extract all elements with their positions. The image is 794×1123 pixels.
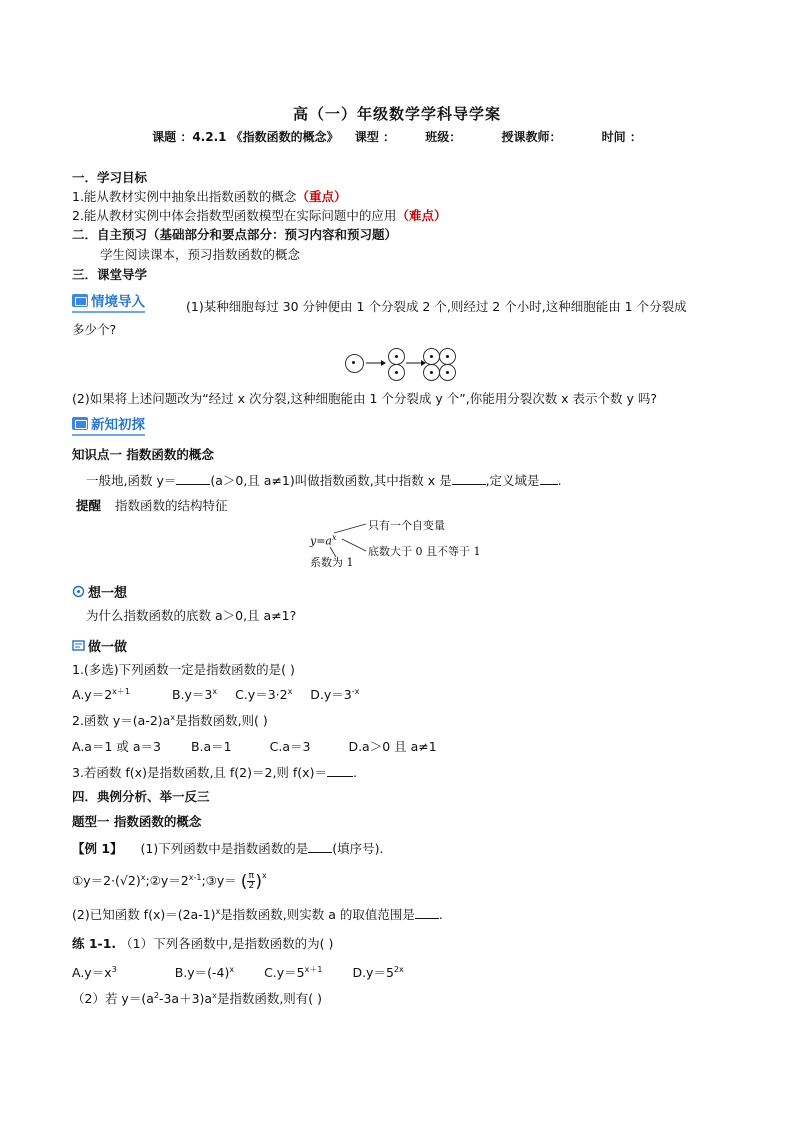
think-text: 为什么指数函数的底数 a＞0,且 a≠1? [86, 608, 297, 623]
option-a: A.a＝1 或 a＝3 [72, 739, 161, 754]
question-1: (1)某种细胞每过 30 分钟便由 1 个分裂成 2 个,则经过 2 个小时,这种细胞能由 1 个分裂成 [186, 299, 687, 314]
diagram-label-top: 只有一个自变量 [368, 519, 445, 532]
meta-teacher: 授课教师： [501, 130, 562, 144]
book-icon [72, 417, 88, 430]
goal-2-text: 2.能从教材实例中体会指数型函数模型在实际问题中的应用 [72, 208, 397, 223]
option-d: D.a＞0 且 a≠1 [348, 739, 437, 754]
question-1-cont: 多少个? [72, 322, 117, 337]
example-1: 【例 1】 (1)下列函数中是指数函数的是 (填序号). [72, 841, 384, 856]
example-1-list: $①y=2\cdot(√2)^x;②y=2^{x-1};③y=$ ( $\frac{\pi}{2}$ )$^x$ [72, 871, 267, 892]
diagram-label-mid: 底数大于 0 且不等于 1 [368, 545, 481, 558]
do-question-2-options [72, 737, 437, 755]
goal-2-tag: （难点） [396, 208, 447, 223]
knowledge-point-heading: 知识点一 指数函数的概念 [72, 447, 214, 462]
meta-class: 班级： [425, 130, 462, 144]
pencil-icon [72, 639, 85, 652]
cell-icon [388, 348, 405, 365]
practice-1-1-part-2: （2）若 $y=(a^2-3a+3)a^x$是指数函数,则有( ) [72, 990, 323, 1006]
do-question-1: 1.(多选)下列函数一定是指数函数的是( ) [72, 662, 295, 677]
preview-text: 学生阅读课本，预习指数函数的概念 [100, 247, 301, 262]
bulb-icon [72, 585, 85, 598]
page-title: 高（一）年级数学学科导学案 [292, 105, 501, 123]
diagram-formula: $y=a^x$ [310, 533, 337, 548]
cell-icon [423, 348, 440, 365]
do-question-1-options [72, 685, 359, 703]
option-b: $B.y=(-4)^x$ [174, 964, 235, 980]
do-question-3: 3.若函数 f(x)是指数函数,且 f(2)＝2,则 f(x)＝ . [72, 765, 357, 780]
option-c: C.a＝3 [269, 739, 311, 754]
option-d: $D.y=3^{-x}$ [310, 686, 360, 702]
goal-1 [72, 187, 346, 205]
option-c: $C.y=5^{x+1}$ [264, 964, 323, 980]
think-heading: 想一想 [72, 582, 127, 601]
section-heading-preview: 二．自主预习（基础部分和要点部分：预习内容和预习题） [72, 227, 398, 242]
section-heading-examples: 四．典例分析、举一反三 [72, 789, 210, 804]
example-label: 【例 1】 [72, 841, 123, 856]
option-b: $B.y=3^x$ [171, 686, 218, 702]
do-heading: 做一做 [72, 636, 127, 655]
section-heading-class: 三．课堂导学 [72, 267, 148, 282]
option-d: $D.y=5^{2x}$ [352, 964, 404, 980]
arrow-icon [366, 359, 386, 367]
practice-label: 练 1-1. [72, 936, 117, 951]
tip-label: 提醒 [76, 498, 102, 513]
practice-1-1-options [72, 963, 404, 981]
section-heading-goals: 一．学习目标 [72, 170, 148, 185]
badge-scenario: 情境导入 [72, 290, 145, 313]
example-1-part-2: (2)已知函数 $f(x)=(2a-1)^x$是指数函数,则实数 a 的取值范围是 . [72, 906, 443, 922]
lesson-meta [0, 128, 794, 145]
question-2: (2)如果将上述问题改为“经过 x 次分裂,这种细胞能由 1 个分裂成 y 个”,你能用分裂次数 x 表示个数 y 吗? [72, 391, 658, 406]
option-a: $A.y=2^{x+1}$ [72, 686, 130, 702]
do-question-2: 2.函数 $y=(a-2)a^x$是指数函数,则( ) [72, 712, 268, 728]
meta-lesson: 课题 ：4.2.1 《指数函数的概念》 [152, 130, 339, 144]
practice-1-1: 练 1-1. （1）下列各函数中,是指数函数的为( ) [72, 936, 334, 951]
meta-time: 时间 ： [601, 130, 642, 144]
structure-diagram [308, 515, 498, 570]
badge-new-knowledge: 新知初探 [72, 413, 145, 436]
cell-icon [423, 364, 440, 381]
cell-division-diagram [345, 348, 455, 380]
cell-icon [388, 364, 405, 381]
goal-2 [72, 206, 446, 224]
question-type-heading: 题型一 指数函数的概念 [72, 814, 202, 829]
option-a: $A.y=x^3$ [72, 964, 117, 980]
option-c: $C.y=3\cdot 2^x$ [235, 686, 293, 702]
cell-icon [439, 364, 456, 381]
tip-text: 指数函数的结构特征 [115, 498, 228, 513]
meta-type: 课型 ： [354, 130, 396, 144]
option-b: B.a＝1 [190, 739, 232, 754]
knowledge-point-text: 一般地,函数 y＝ (a＞0,且 a≠1)叫做指数函数,其中指数 x 是 ,定义域是 . [86, 473, 562, 488]
tip [76, 496, 228, 514]
goal-1-tag: （重点） [296, 189, 347, 204]
goal-1-text: 1.能从教材实例中抽象出指数函数的概念 [72, 189, 297, 204]
book-icon [72, 294, 88, 307]
cell-icon [439, 348, 456, 365]
cell-icon [345, 354, 364, 373]
diagram-label-bottom: 系数为 1 [310, 556, 354, 569]
